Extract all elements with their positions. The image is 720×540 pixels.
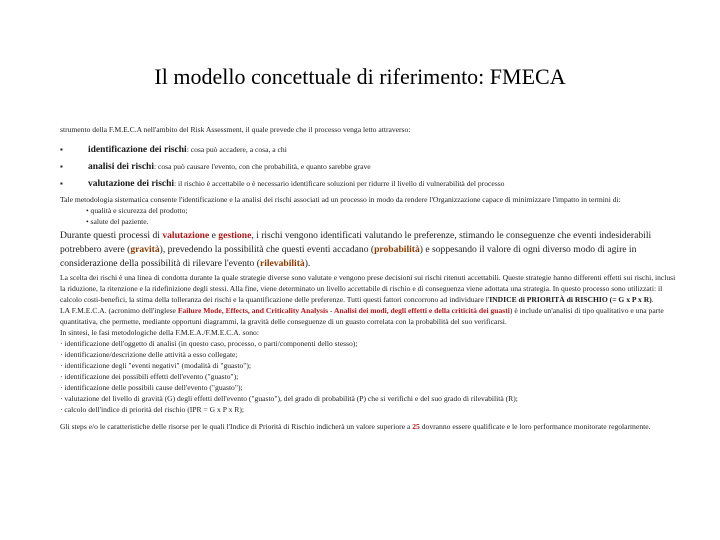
bullet-item [60,144,678,158]
keyword-gestione: gestione [218,230,252,242]
threshold-value: 25 [412,422,420,432]
phase-item: · identificazione degli "eventi negativi" (modalità di "guasto"); [60,361,252,371]
keyword-probabilita: probabilità [374,243,420,255]
phase-item: · identificazione delle possibili cause dell'evento ("guasto"); [60,383,243,393]
phase-item: · identificazione/descrizione delle attività a esso collegate; [60,350,238,360]
bullet-text: : cosa può accadere, a cosa, a chi [186,145,287,154]
impact-item: • salute del paziente. [86,217,149,227]
closing-paragraph: Gli steps e/o le caratteristiche delle risorse per le quali l'Indice di Priorità di Rischio indicherà un valore superiore a 25 dovranno essere qualificate e le loro performance monitorate regolarmente. [60,422,651,432]
phases-intro: In sintesi, le fasi metodologiche della F.M.E.A./F.M.E.C.A. sono: [60,328,259,338]
keyword-gravita: gravità [130,243,160,255]
bullet-lead: valutazione dei rischi [88,178,175,189]
keyword-valutazione: valutazione [162,230,210,242]
during-paragraph: Durante questi processi di valutazione e gestione, i rischi vengono identificati valutando le preferenze, stimando le conseguenze che eventi indesiderabili potrebbero avere (gravità), prevedendo la possibilità che questi eventi accadano (probabilità) e soppesando il valore di ogni diverso modo di agire in considerazione della possibilità di rilevare l'evento (rilevabilità). [60,230,652,269]
phase-item: · identificazione dell'oggetto di analisi (in questo caso, processo, o parti/componenti dello stesso); [60,339,358,349]
bullet-text: : il rischio è accettabile o è necessario identificare soluzioni per ridurre il livello di vulnerabilità del processo [174,178,505,188]
square-bullet-icon: ▪ [60,178,63,188]
phase-item: · valutazione del livello di gravità (G) degli effetti dell'evento ("guasto"), del grado di probabilità (P) che si verifichi e del suo grado di rilevabilità (R); [60,394,518,404]
bullet-lead: identificazione dei rischi [88,145,187,155]
phase-item: · identificazione dei possibili effetti dell'evento ("guasto"); [60,372,239,382]
impact-item: • qualità e sicurezza del prodotto; [86,206,188,216]
page-title: Il modello concettuale di riferimento: FMECA [154,64,566,89]
bullet-item [60,161,678,175]
square-bullet-icon: ▪ [60,145,63,154]
fmeca-paragraph: LA F.M.E.C.A. (acronimo dell'inglese Failure Mode, Effects, and Criticality Analysis - Analisi dei modi, degli effetti e della criticità dei guasti) è include un'analisi di tipo qualitativo e una parte quantitativa, che permette, mediante opportuni diagrammi, la gravità delle conseguenze di un guasto correlata con la probabilità del suo verificarsi. [60,306,664,327]
bullet-text: : cosa può causare l'evento, con che probabilità, e quanto sarebbe grave [153,161,371,171]
keyword-rilevabilita: rilevabilità [259,257,305,269]
fmeca-acronym: Failure Mode, Effects, and Criticality Analysis - Analisi dei modi, degli effetti e della criticità dei guasti [177,306,510,316]
bullet-item [60,178,678,192]
intro-paragraph: strumento della F.M.E.C.A nell'ambito del Risk Assessment, il quale prevede che il processo venga letto attraverso: [60,125,411,134]
document-body [60,124,678,432]
choice-paragraph: La scelta dei rischi è una linea di condotta durante la quale strategie diverse sono valutate e vengono prese decisioni sui rischi ritenuti accettabili. Queste strategie hanno differenti effetti sui rischi, inclusi la riduzione, la ritenzione e la ridefinizione degli stessi. Alla fine, viene determinato un livello accettabile di rischio e di conseguenza viene adottata una strategia. In questo processo sono utilizzati: il calcolo costi-benefici, la stima della tolleranza dei rischi e la quantificazione delle preferenze. Tutti questi fattori concorrono ad individuare l'INDICE di PRIORITÀ di RISCHIO (= G x P x R). [60,273,676,305]
bullet-lead: analisi dei rischi [88,161,154,172]
phase-item: · calcolo dell'indice di priorità del rischio (IPR = G x P x R); [60,405,244,415]
square-bullet-icon: ▪ [60,161,63,171]
ipr-definition: INDICE di PRIORITÀ di RISCHIO (= G x P x R) [489,295,652,305]
methodology-paragraph: Tale metodologia sistematica consente l'identificazione e la analisi dei rischi associati ad un processo in modo da rendere l'Organizzazione capace di minimizzare l'impatto in termini di: [60,195,621,205]
